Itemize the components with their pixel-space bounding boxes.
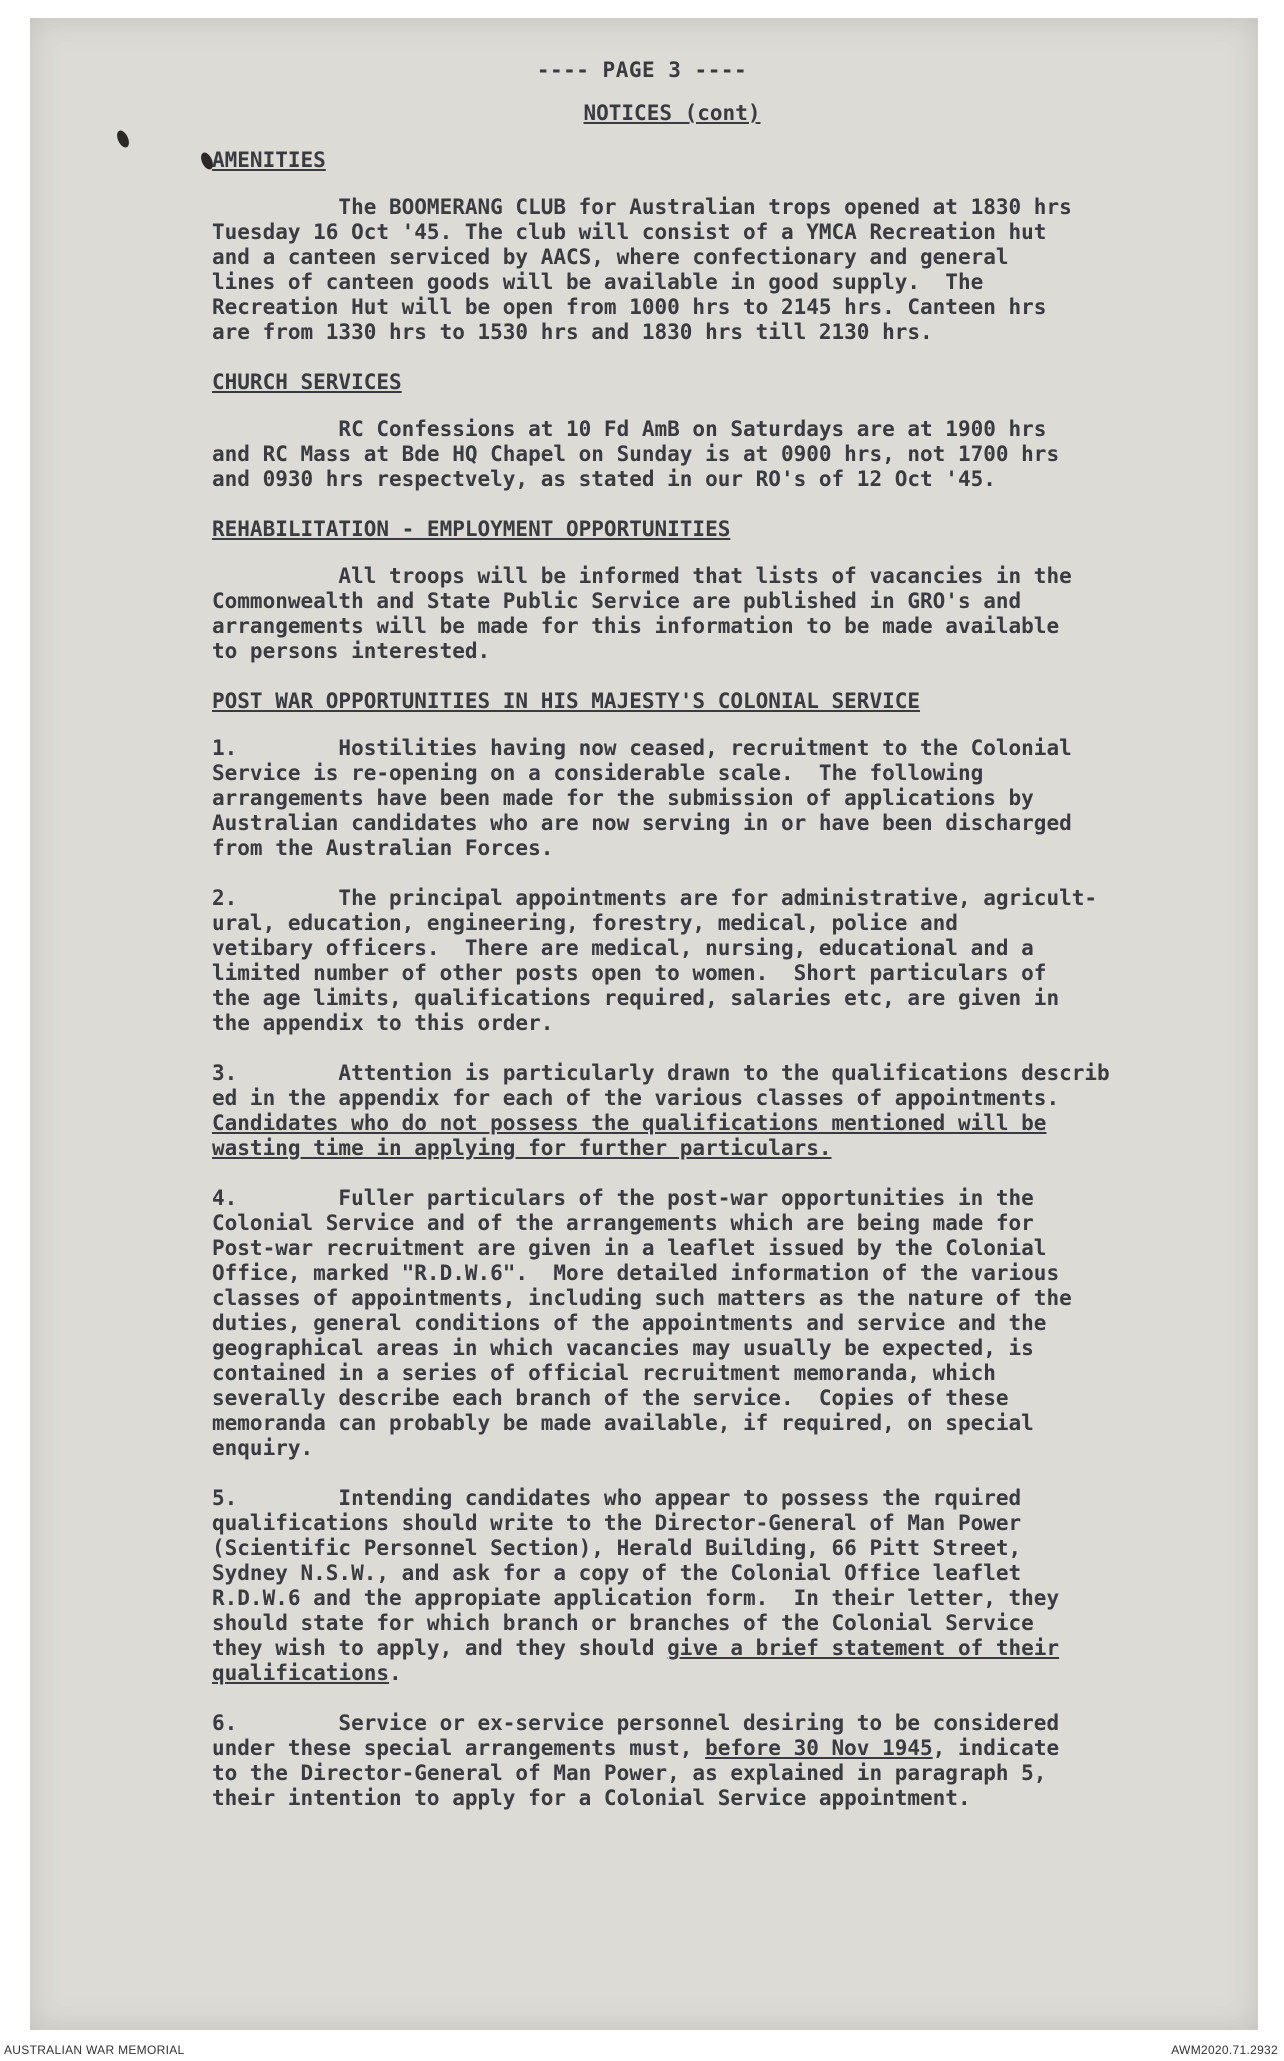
numbered-paragraph-5 (212, 1486, 1252, 1686)
footer-catalogue-id: AWM2020.71.2932 (1171, 2043, 1278, 2057)
text-line: to the Director-General of Man Power, as explained in paragraph 5, (212, 1761, 1047, 1785)
text-line: 1. Hostilities having now ceased, recruitment to the Colonial (212, 736, 1072, 760)
text-line-plain-part: under these special arrangements must, (212, 1736, 706, 1760)
text-line: 2. The principal appointments are for administrative, agricult- (212, 886, 1098, 910)
text-line: arrangements will be made for this information to be made available (212, 614, 1060, 638)
text-line: and a canteen serviced by AACS, where confectionary and general (212, 245, 1009, 269)
text-line: RC Confessions at 10 Fd AmB on Saturdays are at 1900 hrs (212, 417, 1047, 441)
numbered-paragraph-3 (212, 1061, 1252, 1161)
numbered-paragraph-4 (212, 1186, 1252, 1461)
text-line: classes of appointments, including such matters as the nature of the (212, 1286, 1072, 1310)
text-line: 3. Attention is particularly drawn to the qualifications describ (212, 1061, 1110, 1085)
footer-institution: AUSTRALIAN WAR MEMORIAL (4, 2043, 185, 2057)
text-line: vetibary officers. There are medical, nursing, educational and a (212, 936, 1034, 960)
underlined-phrase: give a brief statement of their (667, 1636, 1060, 1660)
paragraph-church-services (212, 417, 1252, 492)
numbered-paragraph-6 (212, 1711, 1252, 1811)
text-line-plain-part: they wish to apply, and they should (212, 1636, 668, 1660)
text-line: should state for which branch or branches of the Colonial Service (212, 1611, 1034, 1635)
paragraph-rehabilitation (212, 564, 1252, 664)
text-line: (Scientific Personnel Section), Herald Building, 66 Pitt Street, (212, 1536, 1022, 1560)
text-line: 6. Service or ex-service personnel desiring to be considered (212, 1711, 1060, 1735)
text-line: arrangements have been made for the submission of applications by (212, 786, 1034, 810)
staple-hole-mark (115, 129, 132, 150)
text-line: from the Australian Forces. (212, 836, 554, 860)
text-line-plain-part: , indicate (932, 1736, 1060, 1760)
section-heading-rehabilitation: REHABILITATION - EMPLOYMENT OPPORTUNITIES (212, 517, 731, 541)
section-heading-amenities: AMENITIES (212, 148, 326, 172)
text-line: the age limits, qualifications required, salaries etc, are given in (212, 986, 1060, 1010)
text-line: duties, general conditions of the appointments and service and the (212, 1311, 1047, 1335)
typed-text-body (212, 58, 1252, 1836)
underlined-line: Candidates who do not possess the qualifications mentioned will be (212, 1111, 1047, 1135)
underlined-phrase: qualifications (212, 1661, 390, 1685)
text-line: and RC Mass at Bde HQ Chapel on Sunday is at 0900 hrs, not 1700 hrs (212, 442, 1060, 466)
numbered-paragraph-2 (212, 886, 1252, 1036)
section-heading-colonial-service: POST WAR OPPORTUNITIES IN HIS MAJESTY'S COLONIAL SERVICE (212, 689, 921, 713)
typed-document-page (30, 18, 1258, 2030)
text-line: 5. Intending candidates who appear to possess the rquired (212, 1486, 1022, 1510)
text-line: Office, marked "R.D.W.6". More detailed information of the various (212, 1261, 1060, 1285)
paragraph-amenities (212, 195, 1252, 345)
underlined-line: wasting time in applying for further particulars. (212, 1136, 832, 1160)
numbered-paragraph-1 (212, 736, 1252, 861)
text-line: to persons interested. (212, 639, 491, 663)
text-line: ural, education, engineering, forestry, medical, police and (212, 911, 958, 935)
text-line: Sydney N.S.W., and ask for a copy of the Colonial Office leaflet (212, 1561, 1022, 1585)
page-label: ---- PAGE 3 ---- (536, 58, 748, 82)
text-line: ed in the appendix for each of the various classes of appointments. (212, 1086, 1060, 1110)
text-line: 4. Fuller particulars of the post-war opportunities in the (212, 1186, 1034, 1210)
text-line: geographical areas in which vacancies may usually be expected, is (212, 1336, 1034, 1360)
text-line: are from 1330 hrs to 1530 hrs and 1830 hrs till 2130 hrs. (212, 320, 933, 344)
text-line: Recreation Hut will be open from 1000 hrs to 2145 hrs. Canteen hrs (212, 295, 1047, 319)
text-line: The BOOMERANG CLUB for Australian trops opened at 1830 hrs (212, 195, 1072, 219)
text-line: the appendix to this order. (212, 1011, 554, 1035)
text-line: Service is re-opening on a considerable scale. The following (212, 761, 984, 785)
text-line: severally describe each branch of the service. Copies of these (212, 1386, 1009, 1410)
text-line-plain-part: . (389, 1661, 402, 1685)
section-heading-church-services: CHURCH SERVICES (212, 370, 402, 394)
underlined-deadline: before 30 Nov 1945 (705, 1736, 933, 1760)
text-line: and 0930 hrs respectvely, as stated in our RO's of 12 Oct '45. (212, 467, 996, 491)
text-line: Colonial Service and of the arrangements which are being made for (212, 1211, 1034, 1235)
text-line: All troops will be informed that lists of vacancies in the (212, 564, 1072, 588)
text-line: qualifications should write to the Director-General of Man Power (212, 1511, 1022, 1535)
text-line: Australian candidates who are now serving in or have been discharged (212, 811, 1072, 835)
text-line: lines of canteen goods will be available in good supply. The (212, 270, 984, 294)
text-line: memoranda can probably be made available, if required, on special (212, 1411, 1034, 1435)
text-line: Commonwealth and State Public Service are published in GRO's and (212, 589, 1022, 613)
text-line: Tuesday 16 Oct '45. The club will consist of a YMCA Recreation hut (212, 220, 1047, 244)
text-line: Post-war recruitment are given in a leaflet issued by the Colonial (212, 1236, 1047, 1260)
text-line: contained in a series of official recruitment memoranda, which (212, 1361, 996, 1385)
notices-title: NOTICES (cont) (583, 101, 761, 125)
text-line: their intention to apply for a Colonial Service appointment. (212, 1786, 971, 1810)
text-line: enquiry. (212, 1436, 314, 1460)
text-line: limited number of other posts open to women. Short particulars of (212, 961, 1047, 985)
text-line: R.D.W.6 and the appropiate application form. In their letter, they (212, 1586, 1060, 1610)
